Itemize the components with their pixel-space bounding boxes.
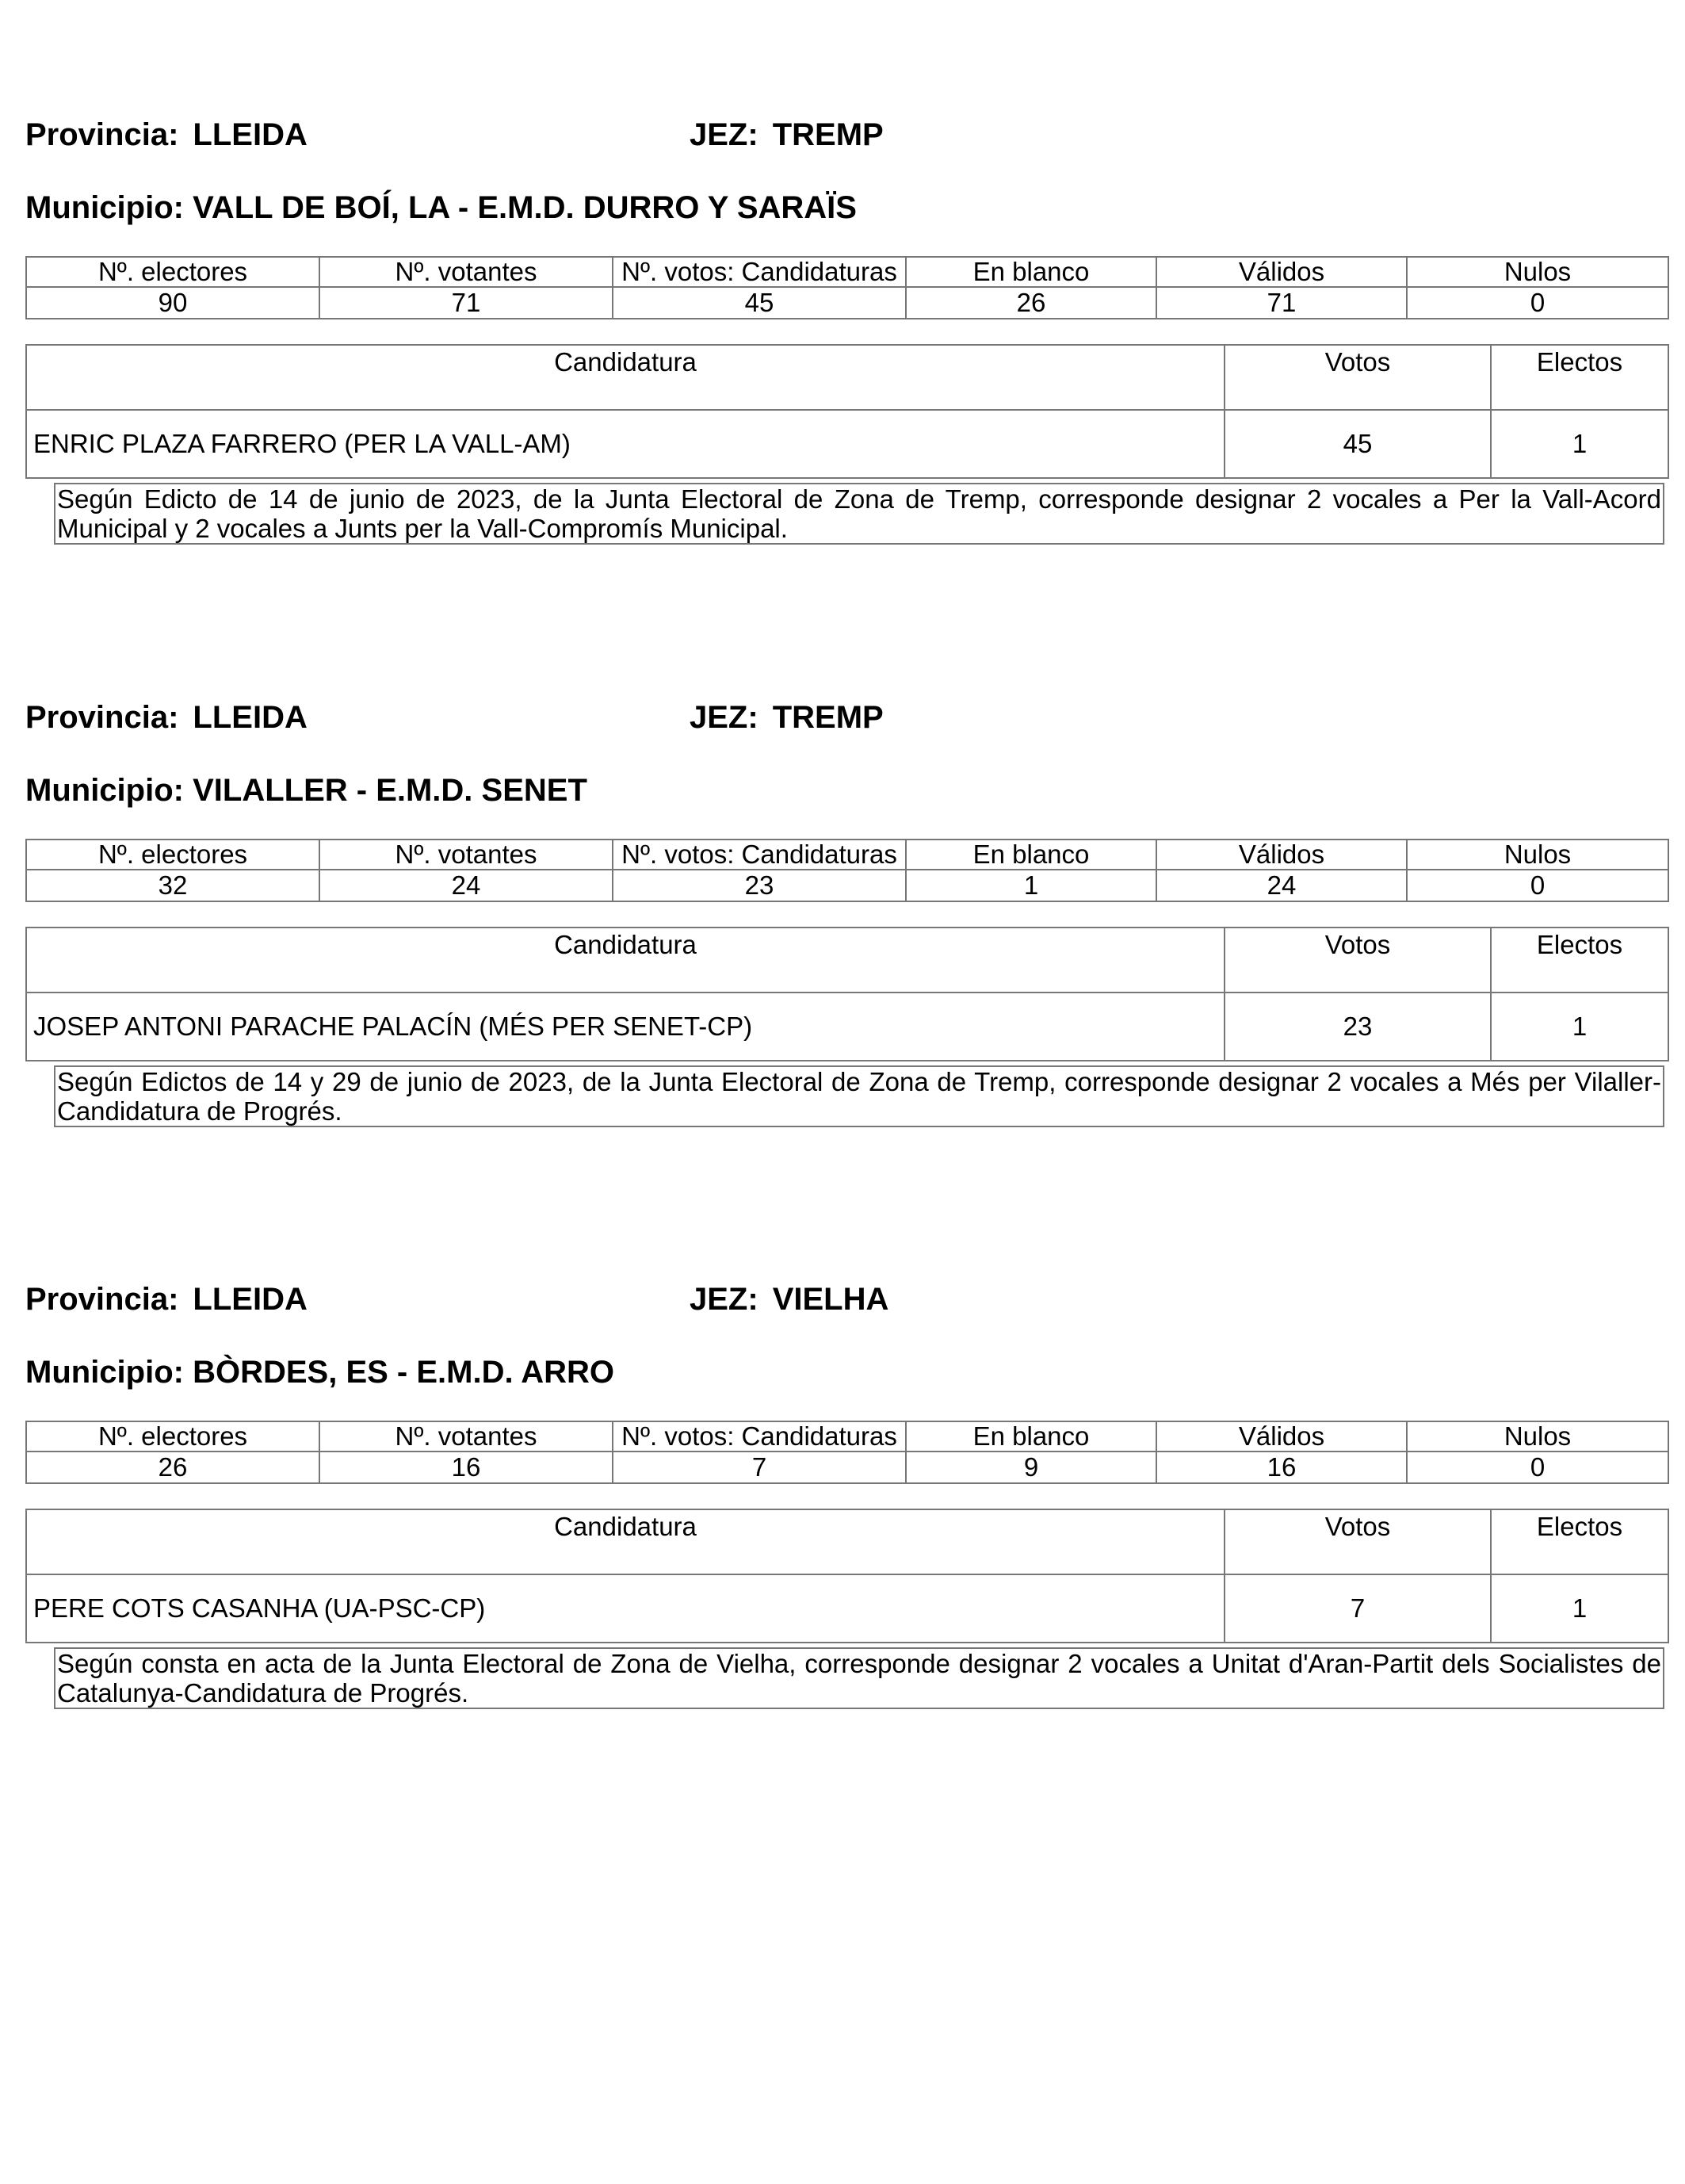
candidatura-electos: 1 xyxy=(1491,993,1668,1061)
stats-header-row xyxy=(26,257,1668,287)
stats-value-electores: 90 xyxy=(26,287,319,319)
jez-label: JEZ: xyxy=(690,1282,758,1317)
stats-header-en-blanco: En blanco xyxy=(906,840,1156,870)
stats-value-row xyxy=(26,1452,1668,1483)
stats-header-electores: Nº. electores xyxy=(26,257,319,287)
edicto-note: Según Edicto de 14 de junio de 2023, de la Junta Electoral de Zona de Tremp, corresponde designar 2 vocales a Per la Vall-Acord Municipal y 2 vocales a Junts per la Vall-Compromís Municipal. xyxy=(54,483,1664,545)
stats-table xyxy=(25,1421,1669,1484)
electos-header: Electos xyxy=(1491,1509,1668,1574)
stats-header-validos: Válidos xyxy=(1156,840,1407,870)
candidaturas-table xyxy=(25,1509,1669,1643)
candidaturas-header-row xyxy=(26,928,1668,993)
stats-header-row xyxy=(26,1421,1668,1452)
jez-label: JEZ: xyxy=(690,700,758,735)
stats-value-en-blanco: 1 xyxy=(906,870,1156,901)
jez-line xyxy=(690,698,884,737)
candidatura-votos: 23 xyxy=(1225,993,1491,1061)
stats-table xyxy=(25,839,1669,902)
stats-table xyxy=(25,256,1669,319)
jez-value: VIELHA xyxy=(772,1282,889,1317)
municipio-label: Municipio: xyxy=(25,1355,184,1390)
stats-header-electores: Nº. electores xyxy=(26,1421,319,1452)
stats-header-nulos: Nulos xyxy=(1407,840,1668,870)
stats-value-votos-candidaturas: 45 xyxy=(613,287,906,319)
stats-value-votantes: 24 xyxy=(319,870,613,901)
stats-value-nulos: 0 xyxy=(1407,870,1668,901)
stats-value-en-blanco: 9 xyxy=(906,1452,1156,1483)
candidatura-electos: 1 xyxy=(1491,1574,1668,1643)
candidaturas-table xyxy=(25,344,1669,479)
candidatura-votos: 7 xyxy=(1225,1574,1491,1643)
stats-header-nulos: Nulos xyxy=(1407,1421,1668,1452)
stats-header-en-blanco: En blanco xyxy=(906,1421,1156,1452)
stats-value-nulos: 0 xyxy=(1407,287,1668,319)
provincia-label: Provincia: xyxy=(25,1282,179,1317)
jez-line xyxy=(690,1279,888,1319)
stats-header-nulos: Nulos xyxy=(1407,257,1668,287)
municipio-label: Municipio: xyxy=(25,190,184,225)
stats-value-row xyxy=(26,870,1668,901)
stats-value-nulos: 0 xyxy=(1407,1452,1668,1483)
candidatura-row xyxy=(26,1574,1668,1643)
candidatura-header: Candidatura xyxy=(26,1509,1225,1574)
candidatura-votos: 45 xyxy=(1225,410,1491,478)
stats-header-votos-candidaturas: Nº. votos: Candidaturas xyxy=(613,840,906,870)
stats-value-electores: 32 xyxy=(26,870,319,901)
stats-header-votantes: Nº. votantes xyxy=(319,1421,613,1452)
candidatura-name: JOSEP ANTONI PARACHE PALACÍN (MÉS PER SENET-CP) xyxy=(26,993,1225,1061)
jez-value: TREMP xyxy=(772,700,884,735)
provincia-value: LLEIDA xyxy=(193,1282,308,1317)
provincia-label: Provincia: xyxy=(25,117,179,152)
candidatura-electos: 1 xyxy=(1491,410,1668,478)
stats-header-row xyxy=(26,840,1668,870)
municipio-line xyxy=(25,771,587,810)
provincia-value: LLEIDA xyxy=(193,117,308,152)
stats-header-votos-candidaturas: Nº. votos: Candidaturas xyxy=(613,257,906,287)
stats-value-en-blanco: 26 xyxy=(906,287,1156,319)
candidatura-row xyxy=(26,993,1668,1061)
stats-value-validos: 16 xyxy=(1156,1452,1407,1483)
electos-header: Electos xyxy=(1491,345,1668,410)
candidatura-row xyxy=(26,410,1668,478)
stats-value-votos-candidaturas: 23 xyxy=(613,870,906,901)
stats-header-en-blanco: En blanco xyxy=(906,257,1156,287)
candidatura-name: PERE COTS CASANHA (UA-PSC-CP) xyxy=(26,1574,1225,1643)
edicto-note: Según consta en acta de la Junta Electoral de Zona de Vielha, corresponde designar 2 vocales a Unitat d'Aran-Partit dels Socialistes de Catalunya-Candidatura de Progrés. xyxy=(54,1647,1664,1709)
stats-value-validos: 71 xyxy=(1156,287,1407,319)
candidaturas-table xyxy=(25,927,1669,1061)
stats-value-votantes: 16 xyxy=(319,1452,613,1483)
municipio-line xyxy=(25,188,857,228)
provincia-line xyxy=(25,115,308,155)
candidatura-header: Candidatura xyxy=(26,345,1225,410)
stats-header-validos: Válidos xyxy=(1156,257,1407,287)
provincia-label: Provincia: xyxy=(25,700,179,735)
stats-value-electores: 26 xyxy=(26,1452,319,1483)
votos-header: Votos xyxy=(1225,345,1491,410)
jez-line xyxy=(690,115,884,155)
municipio-line xyxy=(25,1352,614,1392)
votos-header: Votos xyxy=(1225,1509,1491,1574)
candidatura-header: Candidatura xyxy=(26,928,1225,993)
candidaturas-header-row xyxy=(26,345,1668,410)
electos-header: Electos xyxy=(1491,928,1668,993)
votos-header: Votos xyxy=(1225,928,1491,993)
municipio-label: Municipio: xyxy=(25,773,184,808)
stats-header-votantes: Nº. votantes xyxy=(319,840,613,870)
jez-value: TREMP xyxy=(772,117,884,152)
municipio-value: VILALLER - E.M.D. SENET xyxy=(193,773,587,808)
provincia-line xyxy=(25,698,308,737)
stats-header-electores: Nº. electores xyxy=(26,840,319,870)
stats-header-votos-candidaturas: Nº. votos: Candidaturas xyxy=(613,1421,906,1452)
stats-value-validos: 24 xyxy=(1156,870,1407,901)
candidaturas-header-row xyxy=(26,1509,1668,1574)
stats-value-votantes: 71 xyxy=(319,287,613,319)
stats-header-validos: Válidos xyxy=(1156,1421,1407,1452)
stats-header-votantes: Nº. votantes xyxy=(319,257,613,287)
stats-value-votos-candidaturas: 7 xyxy=(613,1452,906,1483)
municipio-value: BÒRDES, ES - E.M.D. ARRO xyxy=(193,1355,614,1390)
jez-label: JEZ: xyxy=(690,117,758,152)
candidatura-name: ENRIC PLAZA FARRERO (PER LA VALL-AM) xyxy=(26,410,1225,478)
municipio-value: VALL DE BOÍ, LA - E.M.D. DURRO Y SARAÏS xyxy=(193,190,857,225)
stats-value-row xyxy=(26,287,1668,319)
edicto-note: Según Edictos de 14 y 29 de junio de 2023, de la Junta Electoral de Zona de Tremp, corresponde designar 2 vocales a Més per Vilaller-Candidatura de Progrés. xyxy=(54,1065,1664,1127)
provincia-line xyxy=(25,1279,308,1319)
provincia-value: LLEIDA xyxy=(193,700,308,735)
